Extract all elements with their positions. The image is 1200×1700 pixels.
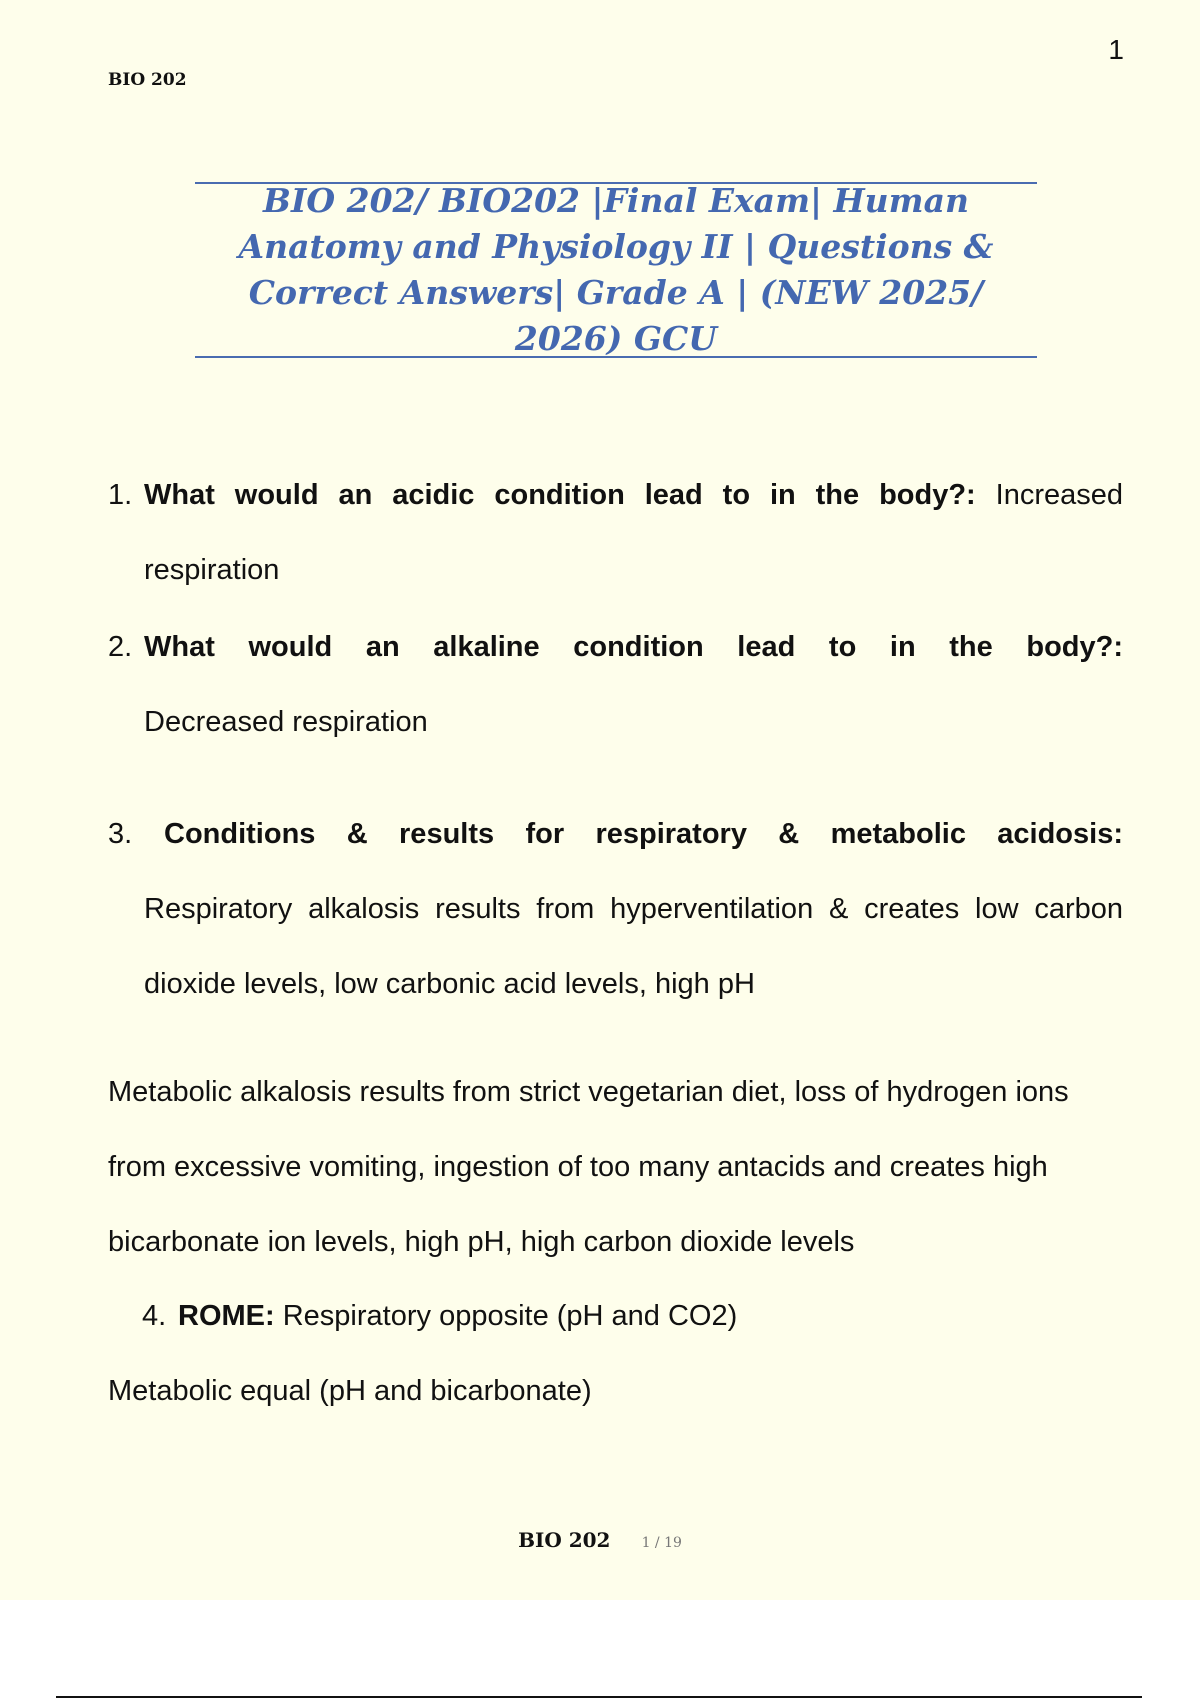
metabolic-equal-line: Metabolic equal (pH and bicarbonate) — [108, 1375, 592, 1407]
footer-course-label: BIO 202 — [518, 1528, 611, 1552]
answer-text: Decreased respiration — [144, 706, 428, 738]
question-text: ROME: — [178, 1300, 275, 1332]
question-number: 2. — [108, 631, 133, 663]
footer-page-indicator: 1 / 19 — [641, 1535, 682, 1551]
question-number: 4. — [142, 1300, 167, 1332]
title-block — [195, 182, 1037, 358]
question-number: 3. — [108, 818, 133, 850]
question-text: What would an alkaline condition lead to in the body?: — [144, 631, 1123, 663]
question-text: Conditions & results for respiratory & metabolic acidosis: — [164, 818, 1123, 850]
page-number: 1 — [1108, 34, 1124, 65]
document-title: BIO 202/ BIO202 |Final Exam| Human Anatomy and Physiology II | Questions & Correct Answers| Grade A | (NEW 2025/ 2026) GCU — [238, 181, 994, 358]
answer-text: Respiratory alkalosis results from hyperventilation & creates low carbon dioxide levels, low carbonic acid levels, high pH — [144, 893, 1123, 1000]
footer — [0, 1528, 1200, 1552]
question-item-3 — [108, 797, 1123, 1022]
header-course-label: BIO 202 — [108, 70, 187, 90]
question-item-2 — [108, 610, 1123, 760]
answer-text: Respiratory opposite (pH and CO2) — [282, 1300, 738, 1332]
metabolic-alkalosis-paragraph: Metabolic alkalosis results from strict vegetarian diet, loss of hydrogen ions from excessive vomiting, ingestion of too many antacids and creates high bicarbonate ion levels, high pH, high carbon dioxide levels — [108, 1076, 1069, 1258]
question-number: 1. — [108, 479, 133, 511]
answer-text: Increased respiration — [144, 479, 1123, 586]
bottom-divider — [56, 1696, 1142, 1698]
question-item-1 — [108, 458, 1123, 608]
question-item-4 — [142, 1279, 1122, 1354]
question-text: What would an acidic condition lead to in the body?: — [144, 479, 976, 511]
